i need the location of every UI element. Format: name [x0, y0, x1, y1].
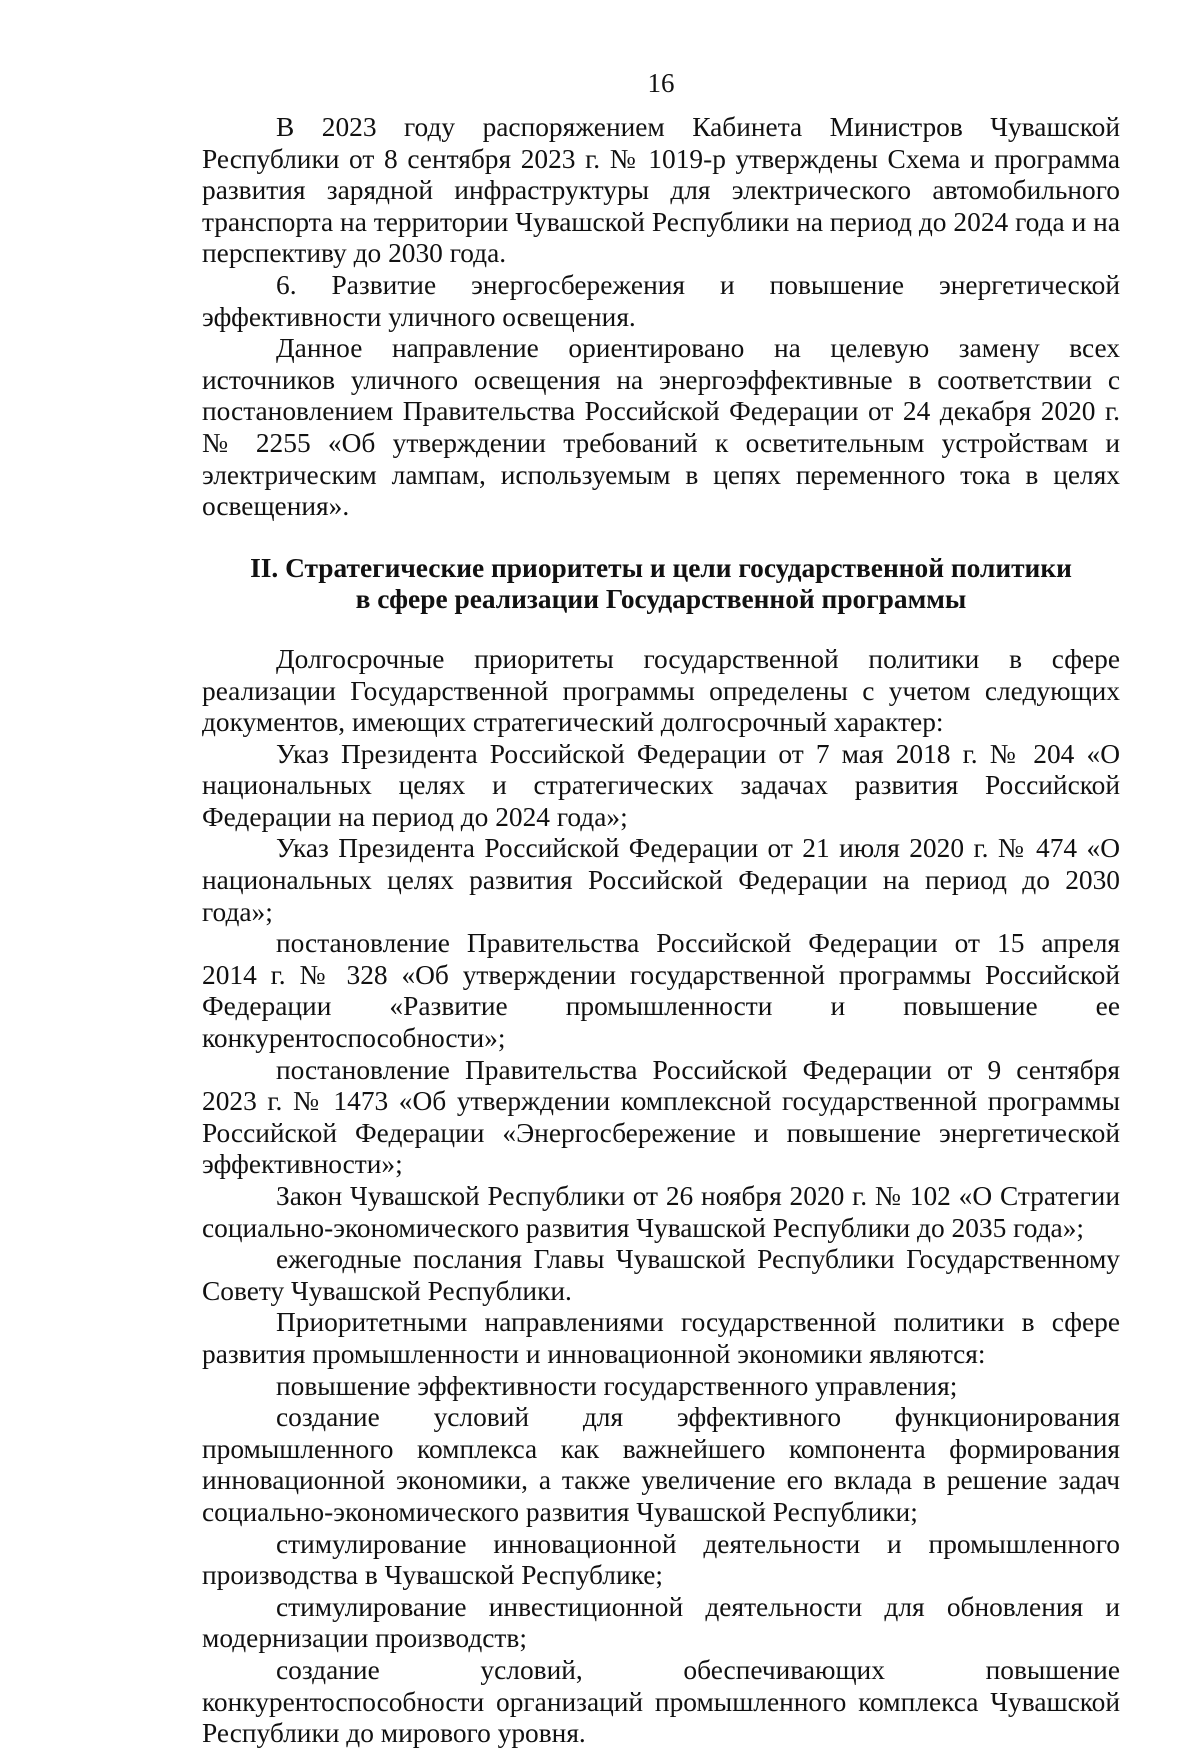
- paragraph-street-lighting-details: Данное направление ориентировано на целевую замену всех источников уличного освещения на энергоэффективные в соответствии с постановлением Правительства Российской Федерации от 24 декабря 2020 г. № 2255 «Об утверждении требований к осветительным устройствам и электрическим лампам, используемым в цепях переменного тока в целях освещения».: [202, 333, 1120, 522]
- list-item-competitiveness: создание условий, обеспечивающих повышение конкурентоспособности организаций промышленного комплекса Чувашской Республики до мирового уровня.: [202, 1654, 1120, 1749]
- spacer: [202, 523, 1120, 553]
- paragraph-priorities-intro: Долгосрочные приоритеты государственной политики в сфере реализации Государственной программы определены с учетом следующих документов, имеющих стратегический долгосрочный характер:: [202, 643, 1120, 738]
- section-title: [202, 553, 1120, 616]
- list-item-investment: стимулирование инвестиционной деятельности для обновления и модернизации производств;: [202, 1591, 1120, 1654]
- paragraph-law-102: Закон Чувашской Республики от 26 ноября 2020 г. № 102 «О Стратегии социально-экономического развития Чувашской Республики до 2035 года»;: [202, 1181, 1120, 1243]
- spacer: [202, 616, 1120, 644]
- paragraph-decree-204: Указ Президента Российской Федерации от 7 мая 2018 г. № 204 «О национальных целях и стратегических задачах развития Российской Федерации на период до 2024 года»;: [202, 738, 1120, 832]
- section-title-line-1: II. Стратегические приоритеты и цели государственной политики: [250, 552, 1072, 583]
- list-item-governance: повышение эффективности государственного управления;: [276, 1370, 958, 1401]
- paragraph-priority-directions: Приоритетными направлениями государственной политики в сфере развития промышленности и инновационной экономики являются:: [202, 1307, 1120, 1369]
- paragraph-resolution-328: постановление Правительства Российской Федерации от 15 апреля 2014 г. № 328 «Об утверждении государственной программы Российской Федерации «Развитие промышленности и повышение ее конкурентоспособности»;: [202, 928, 1120, 1054]
- document-page: [202, 68, 1120, 1750]
- paragraph-resolution-1473: постановление Правительства Российской Федерации от 9 сентября 2023 г. № 1473 «Об утверждении комплексной государственной программы Российской Федерации «Энергосбережение и повышение энергетической эффективности»;: [202, 1054, 1120, 1180]
- page-number: 16: [647, 68, 675, 98]
- paragraph-decree-474: Указ Президента Российской Федерации от 21 июля 2020 г. № 474 «О национальных целях развития Российской Федерации на период до 2030 года»;: [202, 833, 1120, 927]
- section-title-line-2: в сфере реализации Государственной программы: [355, 584, 967, 615]
- list-item-innovation: стимулирование инновационной деятельности и промышленного производства в Чувашской Республике;: [202, 1528, 1120, 1591]
- list-item-industrial-complex: создание условий для эффективного функционирования промышленного комплекса как важнейшего компонента формирования инновационной экономики, а также увеличение его вклада в решение задач социально-экономического развития Чувашской Республики;: [202, 1402, 1120, 1527]
- paragraph-annual-addresses: ежегодные послания Главы Чувашской Республики Государственному Совету Чувашской Республики.: [202, 1244, 1120, 1306]
- paragraph-charging-infrastructure: В 2023 году распоряжением Кабинета Министров Чувашской Республики от 8 сентября 2023 г. № 1019-р утверждены Схема и программа развития зарядной инфраструктуры для электрического автомобильного транспорта на территории Чувашской Республики на период до 2024 года и на перспективу до 2030 года.: [202, 112, 1120, 269]
- paragraph-street-lighting-heading: 6. Развитие энергосбережения и повышение энергетической эффективности уличного освещения.: [202, 269, 1120, 332]
